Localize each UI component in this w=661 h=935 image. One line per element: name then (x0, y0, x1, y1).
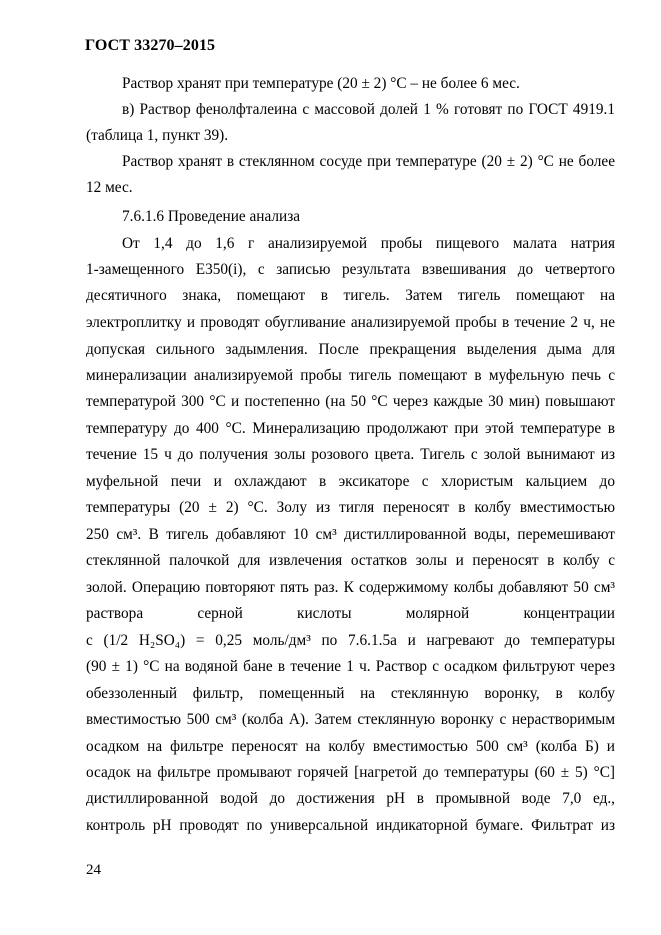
text-line: минерализации анализируемой пробы тигель помещают в муфельную печь с (86, 367, 615, 384)
text-line: золой. Операцию повторяют пять раз. К содержимому колбы добавляют 50 см³ (86, 579, 615, 596)
page-number: 24 (86, 862, 101, 878)
text-line: (таблица 1, пункт 39). (86, 127, 229, 144)
text-line: 7.6.1.6 Проведение анализа (122, 208, 301, 225)
text-line: в) Раствор фенолфталеина с массовой долей 1 % готовят по ГОСТ 4919.1 (122, 101, 615, 118)
text-line: вместимостью 500 см³ (колба А). Затем стеклянную воронку с нерастворимым (86, 711, 615, 728)
text-line: стеклянной палочкой для извлечения остатков золы и переносят в колбу с (86, 552, 615, 569)
text-line: десятичного знака, помещают в тигель. Затем тигель помещают на (86, 287, 615, 304)
text-line: 12 мес. (86, 179, 133, 196)
text-line: контроль рН проводят по универсальной индикаторной бумаге. Фильтрат из (86, 817, 615, 834)
text-line: осадком на фильтре переносят на колбу вместимостью 500 см³ (колба Б) и (86, 738, 615, 755)
text-line: течение 15 ч до получения золы розового цвета. Тигель с золой вынимают из (86, 446, 615, 463)
text-line: муфельной печи и охлаждают в эксикаторе с хлористым кальцием до (86, 473, 615, 490)
text-line: допуская сильного задымления. После прекращения выделения дыма для (86, 341, 615, 358)
text-line: температурой 300 °С и постепенно (на 50 °С через каждые 30 мин) повышают (86, 393, 615, 410)
text-line: Раствор хранят в стеклянном сосуде при температуре (20 ± 2) °С не более (122, 153, 615, 170)
text-line: 250 см³. В тигель добавляют 10 см³ дистиллированной воды, перемешивают (86, 526, 615, 543)
standard-header: ГОСТ 33270–2015 (85, 37, 216, 54)
text-line: электроплитку и проводят обугливание анализируемой пробы в течение 2 ч, не (86, 314, 615, 331)
text-line: температуры (20 ± 2) °С. Золу из тигля переносят в колбу вместимостью (86, 499, 615, 516)
text-line: раствора серной кислоты молярной концентрации (86, 605, 615, 622)
text-line: 1-замещенного Е350(i), с записью результата взвешивания до четвертого (86, 261, 615, 278)
text-line: осадок на фильтре промывают горячей [нагретой до температуры (60 ± 5) °С] (86, 764, 615, 781)
text-line: От 1,4 до 1,6 г анализируемой пробы пищевого малата натрия (122, 235, 615, 252)
text-line: (90 ± 1) °С на водяной бане в течение 1 ч. Раствор с осадком фильтруют через (86, 658, 615, 675)
text-line: с (1/2 H₂SO₄) = 0,25 моль/дм³ по 7.6.1.5а и нагревают до температуры (86, 632, 615, 649)
text-line: Раствор хранят при температуре (20 ± 2) °С – не более 6 мес. (122, 75, 520, 92)
text-line: температуру до 400 °С. Минерализацию продолжают при этой температуре в (86, 420, 615, 437)
text-line: дистиллированной водой до достижения рН в промывной воде 7,0 ед., (86, 790, 615, 807)
text-line: обеззоленный фильтр, помещенный на стеклянную воронку, в колбу (86, 685, 615, 702)
